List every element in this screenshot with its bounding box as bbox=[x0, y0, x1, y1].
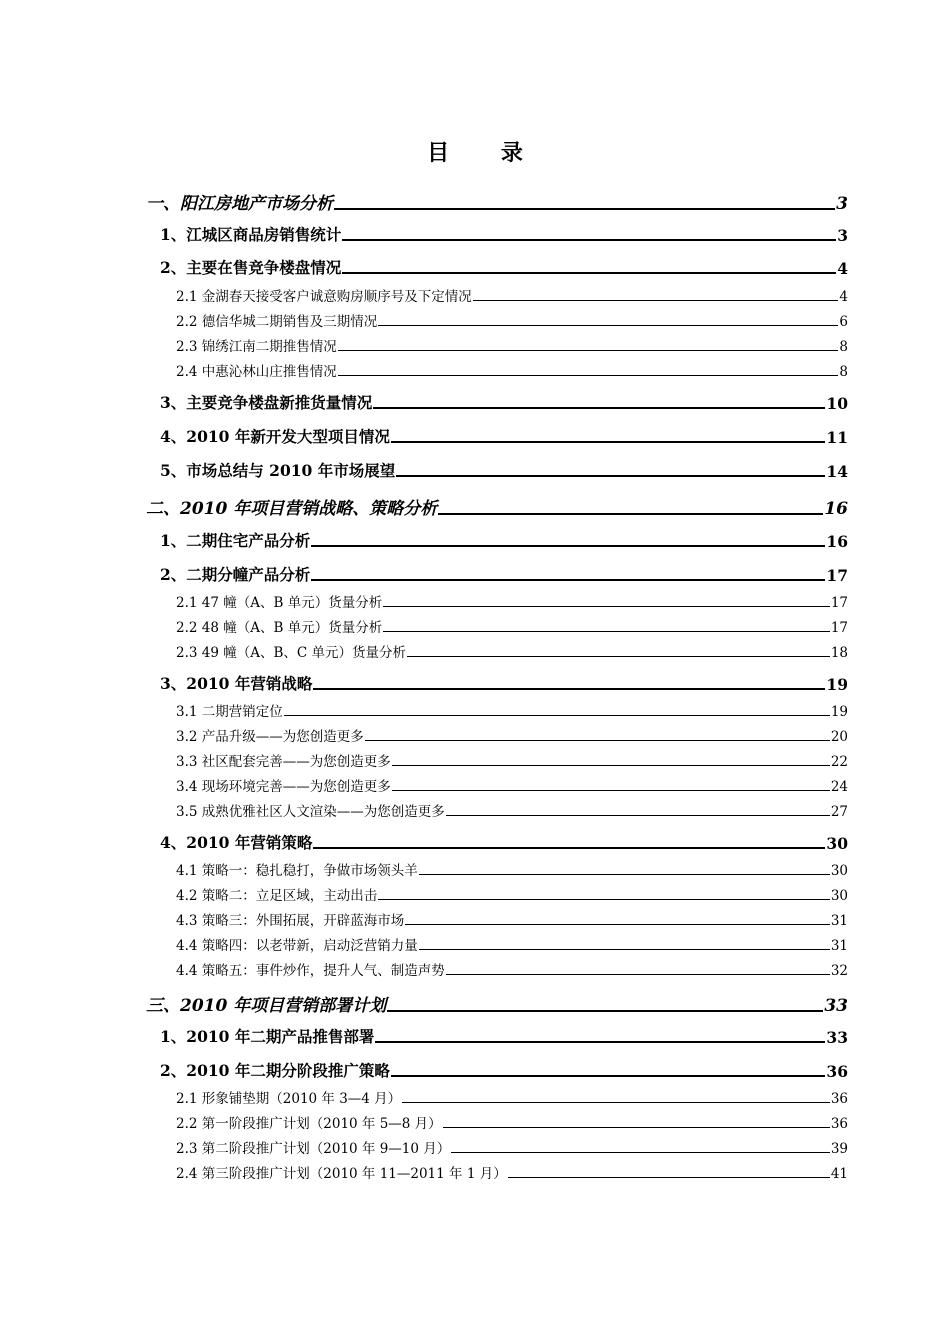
toc-page-number: 6 bbox=[839, 314, 848, 330]
toc-leader-line bbox=[313, 687, 825, 690]
toc-entry-level3[interactable] bbox=[176, 335, 848, 355]
toc-leader-line bbox=[508, 1176, 830, 1178]
toc-entry-label: 2.4 第三阶段推广计划（2010 年 11—2011 年 1 月） bbox=[176, 1166, 507, 1182]
toc-leader-line bbox=[451, 1151, 830, 1153]
toc-entry-level3[interactable] bbox=[176, 360, 848, 380]
toc-page-number: 33 bbox=[826, 1028, 848, 1047]
toc-entry-label: 2.2 48 幢（A、B 单元）货量分析 bbox=[176, 620, 383, 636]
toc-page-number: 11 bbox=[826, 428, 848, 447]
toc-entry-level2[interactable] bbox=[160, 459, 848, 481]
toc-page-number: 17 bbox=[830, 595, 848, 611]
toc-leader-line bbox=[383, 630, 830, 632]
toc-leader-line bbox=[338, 349, 839, 351]
toc-leader-line bbox=[446, 814, 830, 816]
toc-entry-label: 1、2010 年二期产品推售部署 bbox=[160, 1027, 375, 1046]
toc-entry-label: 4.3 策略三：外围拓展，开辟蓝海市场 bbox=[176, 913, 405, 929]
toc-leader-line bbox=[383, 605, 830, 607]
toc-entry-level2[interactable] bbox=[160, 672, 848, 694]
toc-page-number: 8 bbox=[839, 364, 848, 380]
toc-leader-line bbox=[378, 898, 830, 900]
toc-entry-level3[interactable] bbox=[176, 310, 848, 330]
toc-entry-level2[interactable] bbox=[160, 256, 848, 278]
toc-page-number: 10 bbox=[826, 394, 848, 413]
toc-page-number: 32 bbox=[830, 963, 848, 979]
toc-entry-level3[interactable] bbox=[176, 616, 848, 636]
toc-entry-label: 3、2010 年营销战略 bbox=[160, 674, 313, 693]
toc-leader-line bbox=[392, 789, 830, 791]
toc-entry-label: 4、2010 年营销策略 bbox=[160, 833, 313, 852]
toc-entry-label: 一、阳江房地产市场分析 bbox=[146, 194, 333, 214]
toc-entry-label: 4.4 策略五：事件炒作，提升人气、制造声势 bbox=[176, 963, 445, 979]
toc-page-number: 30 bbox=[826, 834, 848, 853]
toc-entry-label: 2.1 金湖春天接受客户诚意购房顺序号及下定情况 bbox=[176, 289, 472, 305]
toc-page-number: 22 bbox=[830, 754, 848, 770]
toc-leader-line bbox=[284, 714, 830, 716]
toc-leader-line bbox=[342, 238, 836, 241]
toc-entry-label: 2.1 形象铺垫期（2010 年 3—4 月） bbox=[176, 1091, 402, 1107]
toc-page-number: 18 bbox=[830, 645, 848, 661]
toc-leader-line bbox=[365, 739, 830, 741]
toc-page-number: 41 bbox=[830, 1166, 848, 1182]
toc-entry-level3[interactable] bbox=[176, 700, 848, 720]
toc-leader-line bbox=[311, 544, 825, 547]
toc-page-number: 16 bbox=[824, 499, 848, 519]
toc-entry-label: 2.2 德信华城二期销售及三期情况 bbox=[176, 314, 378, 330]
toc-page-number: 17 bbox=[826, 566, 848, 585]
toc-entry-level3[interactable] bbox=[176, 800, 848, 820]
toc-entry-label: 4.2 策略二：立足区域，主动出击 bbox=[176, 888, 378, 904]
toc-entry-level3[interactable] bbox=[176, 1087, 848, 1107]
toc-leader-line bbox=[407, 655, 830, 657]
toc-leader-line bbox=[387, 1009, 823, 1012]
toc-entry-level2[interactable] bbox=[160, 391, 848, 413]
toc-page-number: 17 bbox=[830, 620, 848, 636]
toc-entry-level3[interactable] bbox=[176, 750, 848, 770]
toc-leader-line bbox=[396, 474, 825, 477]
toc-entry-level1[interactable] bbox=[146, 494, 848, 519]
toc-entry-label: 1、江城区商品房销售统计 bbox=[160, 225, 342, 244]
toc-leader-line bbox=[311, 578, 825, 581]
toc-page-number: 16 bbox=[826, 532, 848, 551]
toc-leader-line bbox=[473, 299, 839, 301]
toc-page-number: 30 bbox=[830, 863, 848, 879]
toc-entry-label: 2.1 47 幢（A、B 单元）货量分析 bbox=[176, 595, 383, 611]
toc-entry-label: 4.1 策略一：稳扎稳打，争做市场领头羊 bbox=[176, 863, 418, 879]
toc-entry-level2[interactable] bbox=[160, 529, 848, 551]
toc-entry-level3[interactable] bbox=[176, 959, 848, 979]
toc-entry-level2[interactable] bbox=[160, 563, 848, 585]
toc-leader-line bbox=[378, 324, 838, 326]
toc-entry-level2[interactable] bbox=[160, 223, 848, 245]
toc-entry-level3[interactable] bbox=[176, 285, 848, 305]
toc-page-number: 39 bbox=[830, 1141, 848, 1157]
toc-page-number: 27 bbox=[830, 804, 848, 820]
toc-entry-label: 3、主要竞争楼盘新推货量情况 bbox=[160, 393, 373, 412]
toc-page-number: 14 bbox=[826, 462, 848, 481]
toc-entry-level1[interactable] bbox=[146, 991, 848, 1016]
toc-page-number: 19 bbox=[826, 675, 848, 694]
toc-leader-line bbox=[391, 440, 826, 443]
toc-leader-line bbox=[342, 271, 836, 274]
toc-page-number: 24 bbox=[830, 779, 848, 795]
toc-leader-line bbox=[392, 764, 830, 766]
toc-entry-level2[interactable] bbox=[160, 831, 848, 853]
toc-page-number: 30 bbox=[830, 888, 848, 904]
toc-page-number: 3 bbox=[836, 194, 848, 214]
toc-page-number: 20 bbox=[830, 729, 848, 745]
toc-entry-label: 三、2010 年项目营销部署计划 bbox=[146, 996, 387, 1016]
toc-entry-level2[interactable] bbox=[160, 1059, 848, 1081]
toc-entry-label: 2、主要在售竞争楼盘情况 bbox=[160, 258, 342, 277]
toc-title: 目 录 bbox=[427, 140, 545, 166]
toc-entry-level3[interactable] bbox=[176, 859, 848, 879]
toc-leader-line bbox=[438, 512, 823, 515]
toc-entry-label: 5、市场总结与 2010 年市场展望 bbox=[160, 461, 396, 480]
toc-page-number: 36 bbox=[826, 1062, 848, 1081]
toc-leader-line bbox=[313, 846, 825, 849]
toc-entry-level1[interactable] bbox=[146, 189, 848, 214]
toc-entry-level2[interactable] bbox=[160, 1025, 848, 1047]
toc-leader-line bbox=[373, 406, 825, 409]
toc-entry-label: 4、2010 年新开发大型项目情况 bbox=[160, 427, 390, 446]
toc-page-number: 19 bbox=[830, 704, 848, 720]
toc-page-number: 31 bbox=[830, 913, 848, 929]
toc-entry-label: 2、二期分幢产品分析 bbox=[160, 565, 311, 584]
toc-leader-line bbox=[402, 1101, 830, 1103]
toc-page-number: 33 bbox=[824, 996, 848, 1016]
toc-entry-label: 2、2010 年二期分阶段推广策略 bbox=[160, 1061, 390, 1080]
toc-entry-level3[interactable] bbox=[176, 1137, 848, 1157]
toc-leader-line bbox=[446, 973, 830, 975]
toc-entry-level3[interactable] bbox=[176, 641, 848, 661]
toc-leader-line bbox=[443, 1126, 830, 1128]
toc-page-number: 31 bbox=[830, 938, 848, 954]
toc-entry-label: 1、二期住宅产品分析 bbox=[160, 531, 311, 550]
toc-page-number: 3 bbox=[837, 226, 848, 245]
toc-page-number: 36 bbox=[830, 1091, 848, 1107]
toc-entry-label: 3.2 产品升级——为您创造更多 bbox=[176, 729, 364, 745]
toc-entry-level3[interactable] bbox=[176, 1112, 848, 1132]
toc-entry-label: 2.3 49 幢（A、B、C 单元）货量分析 bbox=[176, 645, 407, 661]
toc-entry-label: 2.3 锦绣江南二期推售情况 bbox=[176, 339, 337, 355]
toc-entry-label: 2.3 第二阶段推广计划（2010 年 9—10 月） bbox=[176, 1141, 451, 1157]
toc-entry-label: 2.2 第一阶段推广计划（2010 年 5—8 月） bbox=[176, 1116, 442, 1132]
toc-entry-level3[interactable] bbox=[176, 591, 848, 611]
toc-entry-label: 3.4 现场环境完善——为您创造更多 bbox=[176, 779, 391, 795]
toc-page-number: 8 bbox=[839, 339, 848, 355]
toc-leader-line bbox=[419, 873, 830, 875]
toc-page-number: 4 bbox=[839, 289, 848, 305]
toc-entry-label: 二、2010 年项目营销战略、策略分析 bbox=[146, 499, 438, 519]
toc-entry-level3[interactable] bbox=[176, 909, 848, 929]
toc-entry-label: 3.5 成熟优雅社区人文渲染——为您创造更多 bbox=[176, 804, 445, 820]
toc-leader-line bbox=[391, 1074, 826, 1077]
toc-entry-level3[interactable] bbox=[176, 1162, 848, 1182]
toc-entry-level3[interactable] bbox=[176, 934, 848, 954]
toc-leader-line bbox=[338, 374, 839, 376]
toc-entry-level2[interactable] bbox=[160, 425, 848, 447]
toc-entry-label: 4.4 策略四：以老带新，启动泛营销力量 bbox=[176, 938, 418, 954]
toc-entry-label: 3.1 二期营销定位 bbox=[176, 704, 283, 720]
toc-entry-label: 2.4 中惠沁林山庄推售情况 bbox=[176, 364, 337, 380]
toc-leader-line bbox=[375, 1040, 825, 1043]
toc-leader-line bbox=[405, 923, 830, 925]
toc-entry-level3[interactable] bbox=[176, 775, 848, 795]
toc-leader-line bbox=[419, 948, 830, 950]
toc-entry-level3[interactable] bbox=[176, 725, 848, 745]
toc-entry-label: 3.3 社区配套完善——为您创造更多 bbox=[176, 754, 391, 770]
toc-page-number: 36 bbox=[830, 1116, 848, 1132]
toc-page-number: 4 bbox=[837, 259, 848, 278]
toc-entry-level3[interactable] bbox=[176, 884, 848, 904]
toc-leader-line bbox=[334, 207, 835, 210]
